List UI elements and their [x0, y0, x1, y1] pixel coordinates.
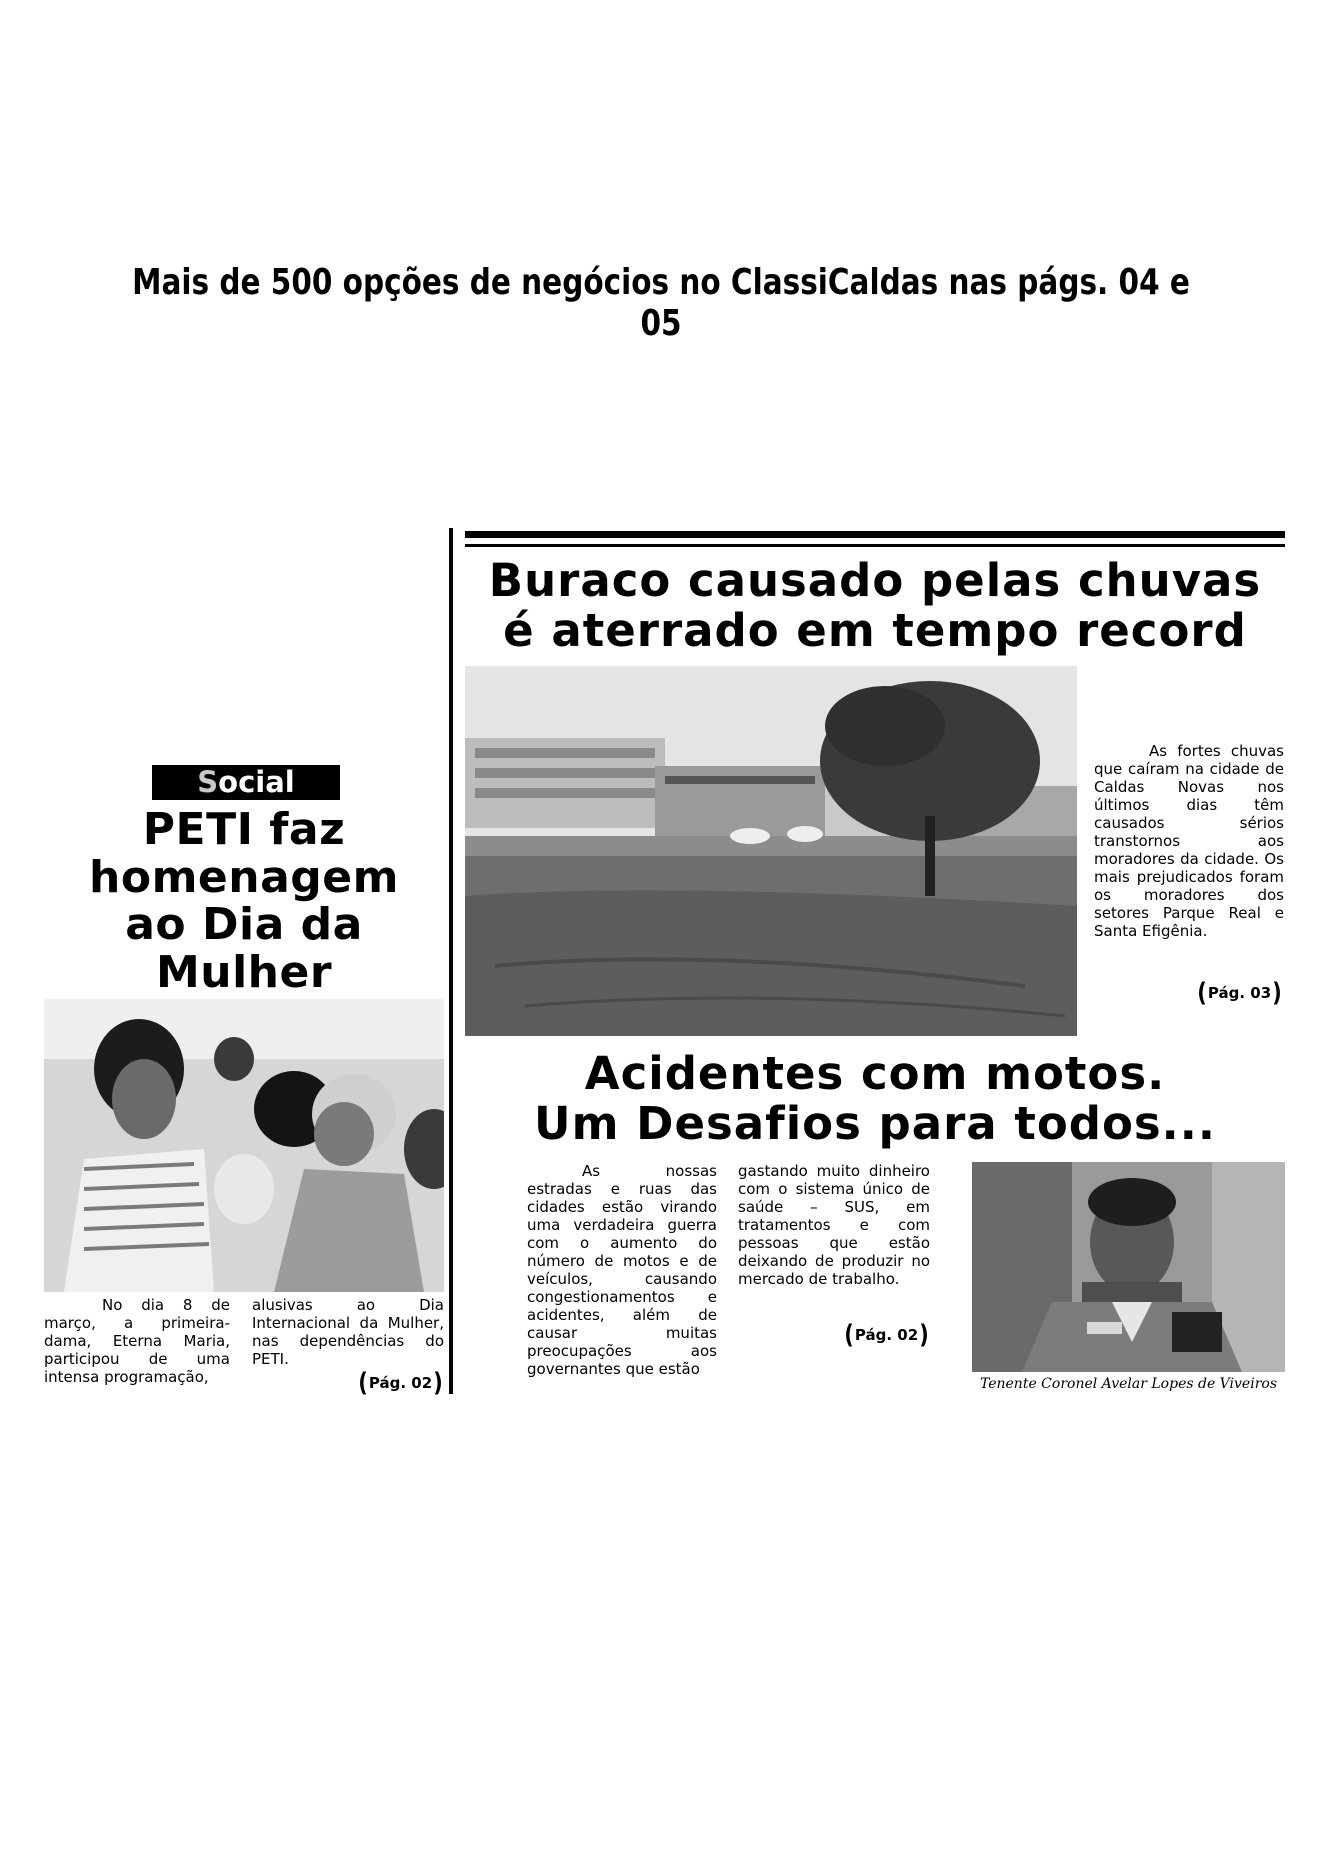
column-divider [449, 528, 453, 1394]
motos-page-label: Pág. 02 [854, 1326, 919, 1344]
open-paren-glyph: ( [358, 1368, 368, 1398]
motos-article-col2: gastando muito dinheiro com o sistema único de saúde – SUS, em tratamentos e com pessoas que estão deixando de produzir no mercado de trabalho. [738, 1162, 930, 1288]
header-rule-thick [465, 531, 1285, 538]
header-rule-thin [465, 544, 1285, 547]
rain-article-body: As fortes chuvas que caíram na cidade de Caldas Novas nos últimos dias têm causados sérios transtornos aos moradores da cidade. Os mais prejudicados foram os moradores dos setores Parque Real e Santa Efigênia. [1094, 742, 1284, 940]
rain-headline-line1: Buraco causado pelas chuvas [488, 554, 1262, 607]
peti-article-col2: alusivas ao Dia Internacional da Mulher, nas dependências do PETI. [252, 1296, 444, 1368]
close-paren-glyph: ) [1272, 978, 1282, 1008]
rain-page-label: Pág. 03 [1207, 984, 1272, 1002]
kicker-rest: ocial [218, 765, 295, 799]
peti-headline-line4: Mulher [155, 946, 333, 998]
officer-photo-caption: Tenente Coronel Avelar Lopes de Viveiros [979, 1376, 1278, 1392]
peti-headline-line3: ao Dia da [125, 899, 363, 951]
peti-headline-line1: PETI faz [142, 804, 346, 855]
kicker-initial: S [197, 765, 219, 799]
close-paren-glyph: ) [919, 1320, 929, 1350]
motos-page-reference[interactable] [843, 1322, 930, 1348]
peti-page-reference[interactable] [357, 1370, 444, 1396]
social-section-kicker [152, 765, 340, 800]
close-paren-glyph: ) [433, 1368, 443, 1398]
motos-article-col1: As nossas estradas e ruas das cidades estão virando uma verdadeira guerra com o aumento do número de motos e de veículos, causando congestionamentos e acidentes, além de causar muitas preocupações aos governantes que estão [527, 1162, 717, 1378]
peti-headline [44, 806, 444, 996]
rain-headline-line2: é aterrado em tempo record [503, 603, 1247, 657]
women-event-image [44, 999, 444, 1292]
motos-headline [465, 1049, 1285, 1148]
peti-event-photo [44, 999, 444, 1292]
street-scene-image [465, 666, 1077, 1036]
motos-headline-line1: Acidentes com motos. [584, 1047, 1166, 1100]
officer-portrait-image [972, 1162, 1285, 1372]
classicaldas-banner: Mais de 500 opções de negócios no ClassiCaldas nas págs. 04 e 05 [132, 262, 1190, 344]
rain-page-reference[interactable] [1196, 980, 1283, 1006]
open-paren-glyph: ( [1197, 978, 1207, 1008]
peti-article-col1: No dia 8 de março, a primeira-dama, Eterna Maria, participou de uma intensa programação, [44, 1296, 230, 1386]
peti-page-label: Pág. 02 [368, 1374, 433, 1392]
rain-headline [465, 556, 1285, 655]
officer-portrait-photo [972, 1162, 1285, 1372]
open-paren-glyph: ( [844, 1320, 854, 1350]
rain-street-photo [465, 666, 1077, 1036]
peti-headline-line2: homenagem [89, 851, 399, 903]
motos-headline-line2: Um Desafios para todos... [534, 1096, 1216, 1150]
